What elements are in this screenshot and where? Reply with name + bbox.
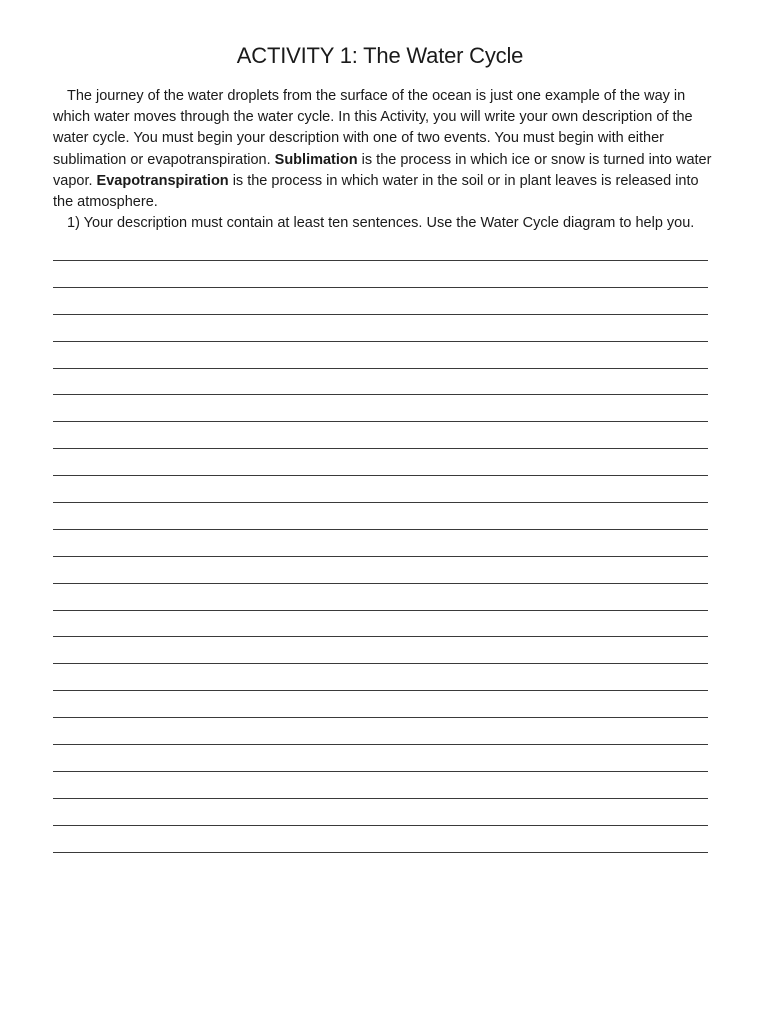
writing-line[interactable] (53, 610, 708, 637)
writing-line[interactable] (53, 394, 708, 421)
writing-line[interactable] (53, 852, 708, 879)
writing-line[interactable] (53, 502, 708, 529)
writing-line[interactable] (53, 314, 708, 341)
writing-line[interactable] (53, 798, 708, 825)
writing-line[interactable] (53, 583, 708, 610)
writing-line[interactable] (53, 448, 708, 475)
writing-line[interactable] (53, 287, 708, 314)
writing-line[interactable] (53, 690, 708, 717)
writing-line[interactable] (53, 663, 708, 690)
writing-line[interactable] (53, 717, 708, 744)
intro-paragraph (53, 86, 713, 213)
writing-line[interactable] (53, 744, 708, 771)
writing-line[interactable] (53, 260, 708, 287)
writing-lines-area[interactable] (53, 260, 708, 878)
writing-line[interactable] (53, 825, 708, 852)
term-evapotranspiration: Evapotranspiration (96, 172, 229, 189)
writing-line[interactable] (53, 556, 708, 583)
intro-text-part-1: The journey of the water droplets from the surface of the ocean is just one example of the way in which water moves through the water cycle. In this Activity, you will write your own description of the water cycle. You must begin your description with one of two events. You must begin with either sublimation or evapotranspiration. (53, 88, 693, 168)
instruction-1: 1) Your description must contain at least ten sentences. Use the Water Cycle diagram to help you. (67, 215, 695, 232)
writing-line[interactable] (53, 636, 708, 663)
writing-line[interactable] (53, 771, 708, 798)
writing-line[interactable] (53, 368, 708, 395)
intro-text-part-2: is the process in which ice or snow is turned into water vapor. (53, 151, 712, 189)
page-title: ACTIVITY 1: The Water Cycle (236, 43, 524, 68)
writing-line[interactable] (53, 421, 708, 448)
term-sublimation: Sublimation (274, 151, 358, 168)
writing-line[interactable] (53, 529, 708, 556)
writing-line[interactable] (53, 475, 708, 502)
intro-text-part-3: is the process in which water in the soil or in plant leaves is released into the atmosphere. (53, 172, 699, 211)
intro-section (53, 86, 713, 234)
writing-line[interactable] (53, 341, 708, 368)
